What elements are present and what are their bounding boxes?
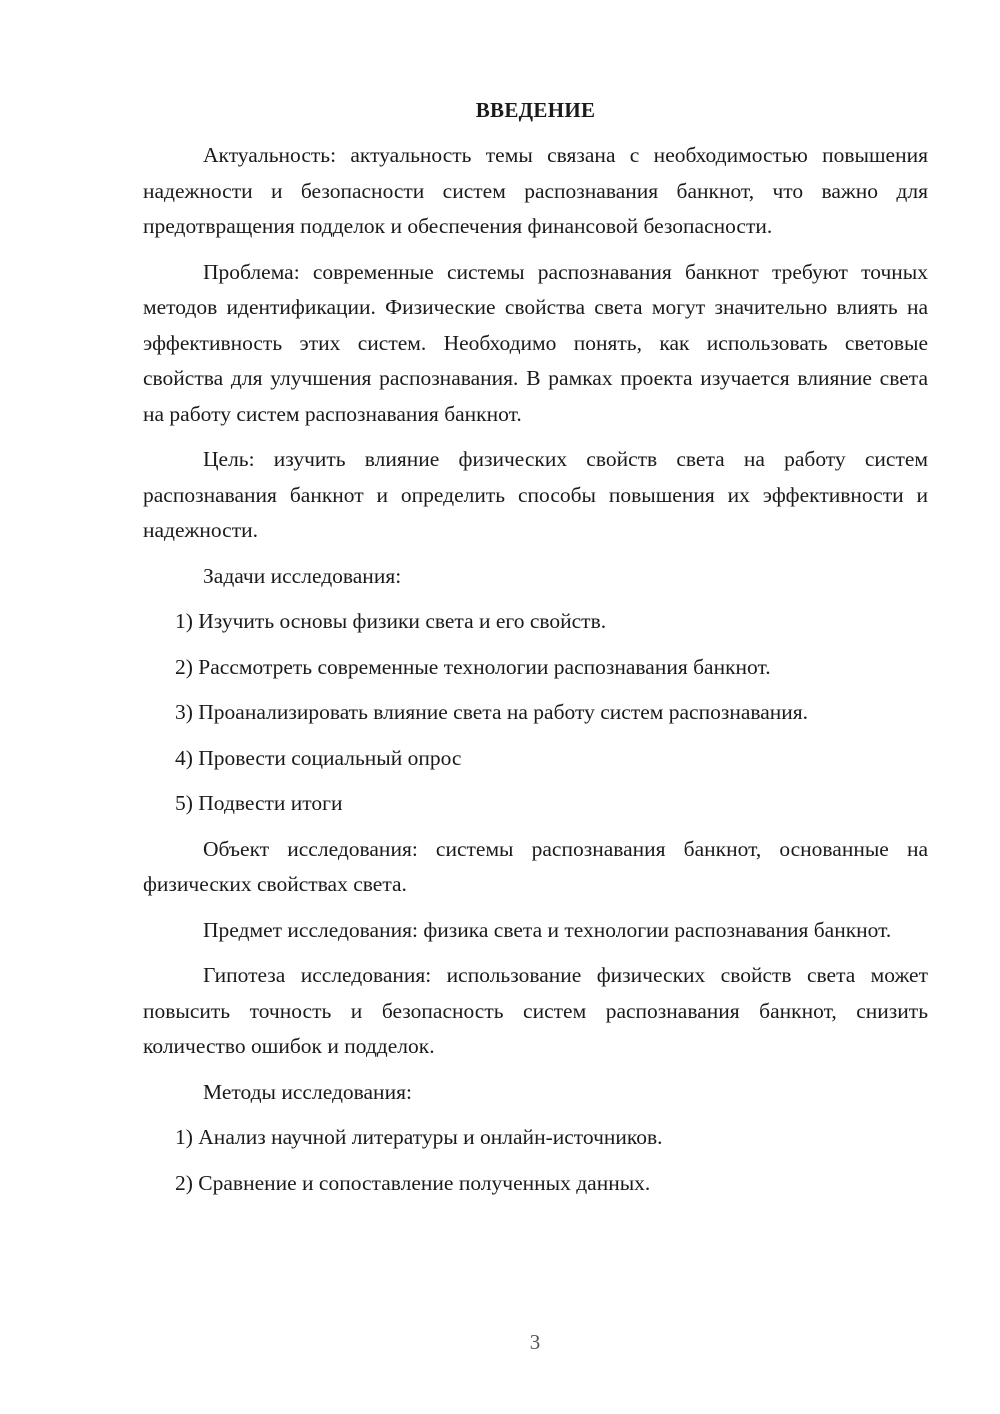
task-item: 4) Провести социальный опрос (175, 745, 462, 770)
goal-paragraph: Цель: изучить влияние физических свойств света на работу систем распознавания банкнот и определить способы повышения их эффективности и надежности. (143, 447, 928, 542)
hypothesis-paragraph: Гипотеза исследования: использование физических свойств света может повысить точность и безопасность систем распознавания банкнот, снизить количество ошибок и подделок. (143, 963, 928, 1058)
relevance-paragraph: Актуальность: актуальность темы связана с необходимостью повышения надежности и безопасности систем распознавания банкнот, что важно для предотвращения подделок и обеспечения финансовой безопасности. (143, 143, 928, 238)
task-item: 1) Изучить основы физики света и его свойств. (175, 609, 607, 633)
object-paragraph: Объект исследования: системы распознавания банкнот, основанные на физических свойствах света. (143, 836, 928, 896)
page-content (143, 92, 928, 1211)
page-number: 3 (529, 1330, 541, 1354)
task-item: 3) Проанализировать влияние света на работу систем распознавания. (175, 700, 809, 724)
method-item: 1) Анализ научной литературы и онлайн-источников. (175, 1125, 663, 1149)
problem-paragraph: Проблема: современные системы распознавания банкнот требуют точных методов идентификации. Физические свойства света могут значительно влиять на эффективность этих систем. Необходимо понять, как использовать световые свойства для улучшения распознавания. В рамках проекта изучается влияние света на работу систем распознавания банкнот. (143, 259, 928, 426)
section-title: ВВЕДЕНИЕ (475, 98, 596, 122)
tasks-heading: Задачи исследования: (203, 563, 402, 588)
task-item: 5) Подвести итоги (175, 791, 343, 815)
task-item: 2) Рассмотреть современные технологии распознавания банкнот. (175, 654, 771, 679)
method-item: 2) Сравнение и сопоставление полученных данных. (175, 1170, 651, 1195)
methods-heading: Методы исследования: (203, 1079, 412, 1104)
subject-paragraph: Предмет исследования: физика света и технологии распознавания банкнот. (203, 917, 892, 942)
